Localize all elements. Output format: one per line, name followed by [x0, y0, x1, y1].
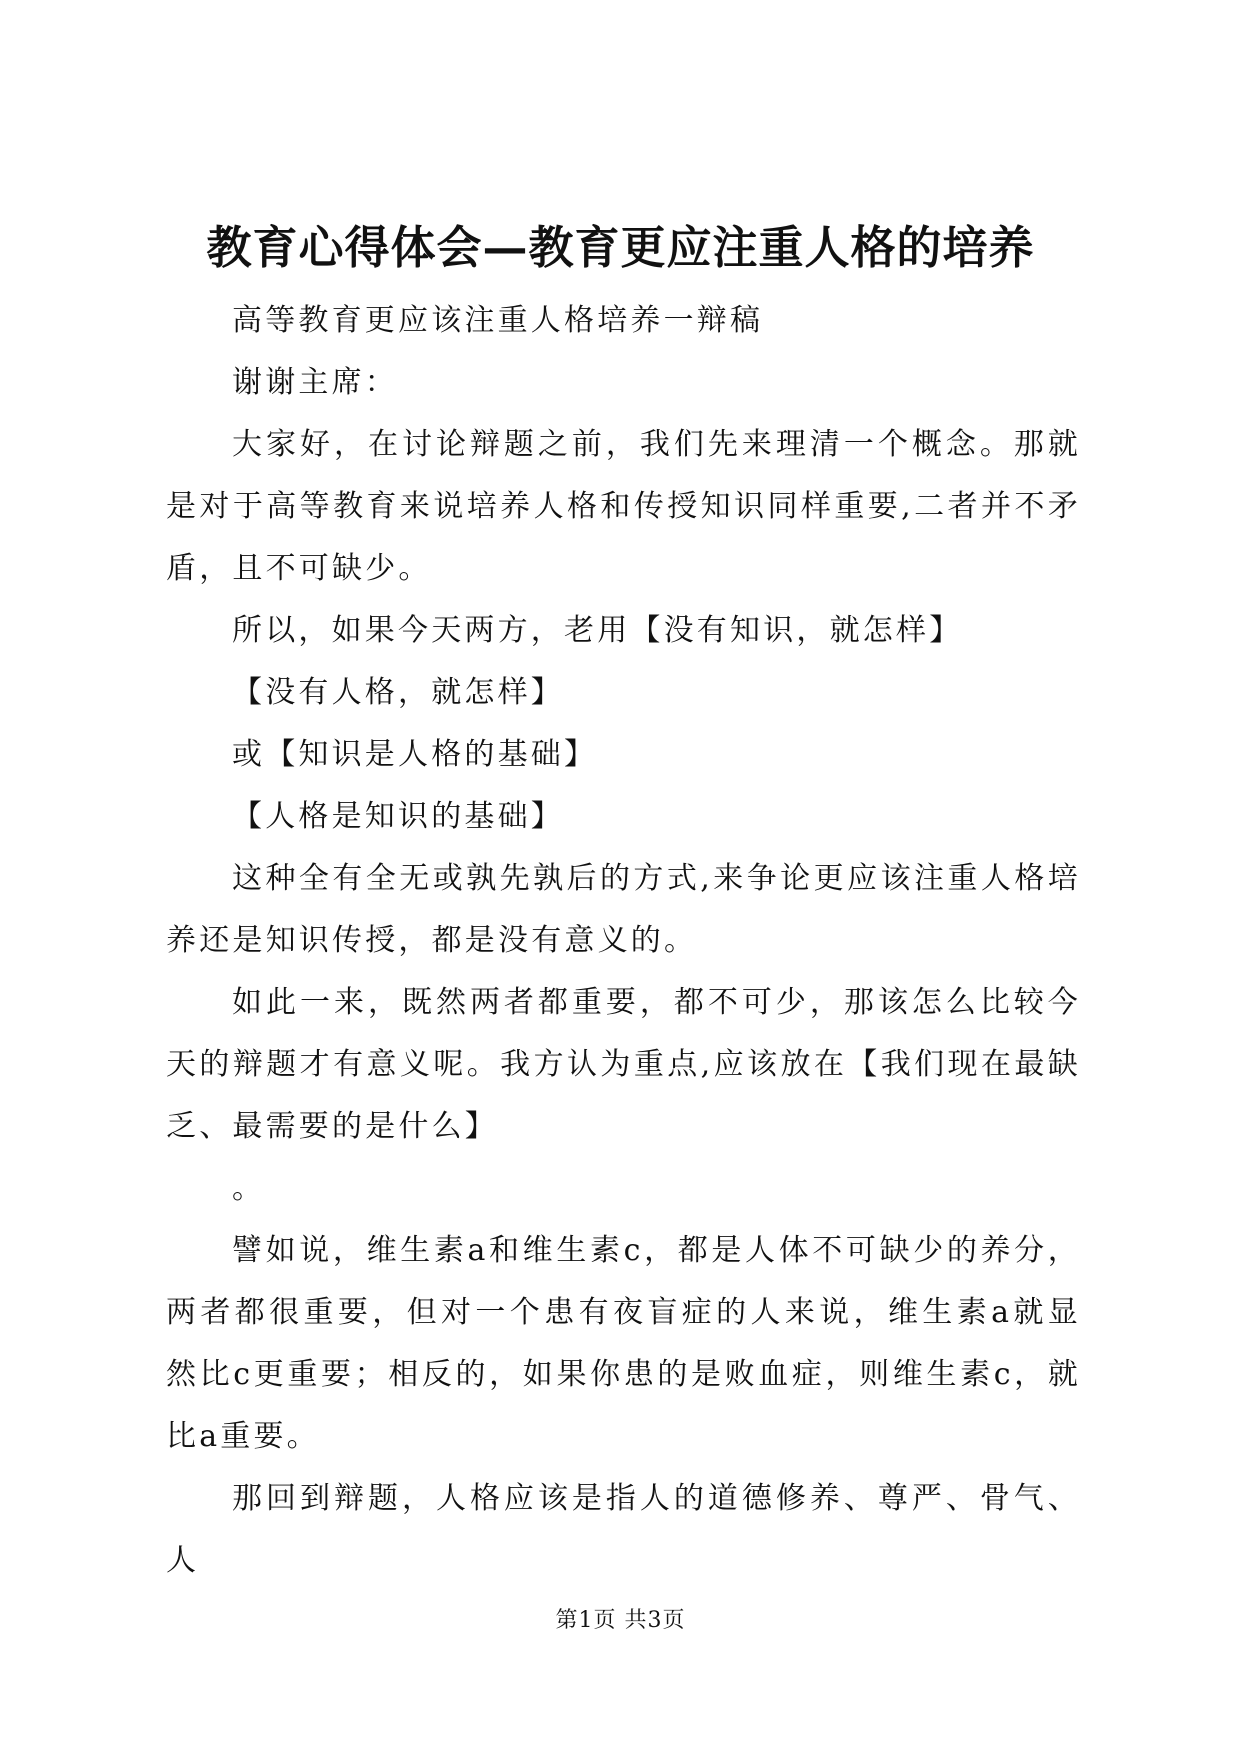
paragraph: 如此一来，既然两者都重要，都不可少，那该怎么比较今天的辩题才有意义呢。我方认为重点,应该放在【我们现在最缺乏、最需要的是什么】	[166, 985, 1081, 1144]
paragraph: 或【知识是人格的基础】	[232, 737, 598, 772]
paragraph: 谢谢主席：	[232, 365, 398, 400]
paragraph: 【没有人格，就怎样】	[232, 675, 564, 710]
paragraph: 【人格是知识的基础】	[232, 799, 564, 834]
paragraph: 高等教育更应该注重人格培养一辩稿	[232, 303, 764, 338]
paragraph: 譬如说，维生素a和维生素c，都是人体不可缺少的养分，两者都很重要，但对一个患有夜盲症的人来说，维生素a就显然比c更重要；相反的，如果你患的是败血症，则维生素c，就比a重要。	[166, 1233, 1081, 1454]
paragraph: 大家好，在讨论辩题之前，我们先来理清一个概念。那就是对于高等教育来说培养人格和传授知识同样重要,二者并不矛盾，且不可缺少。	[166, 427, 1081, 586]
paragraph: 这种全有全无或孰先孰后的方式,来争论更应该注重人格培养还是知识传授，都是没有意义的。	[166, 861, 1081, 958]
document-body	[166, 290, 1081, 1592]
paragraph: 所以，如果今天两方，老用【没有知识，就怎样】	[232, 613, 963, 648]
paragraph: 那回到辩题，人格应该是指人的道德修养、尊严、骨气、人	[166, 1481, 1081, 1578]
page-number-footer: 第1页 共3页	[555, 1608, 686, 1633]
paragraph: 。	[232, 1171, 266, 1206]
document-title: 教育心得体会—教育更应注重人格的培养	[206, 221, 1035, 274]
